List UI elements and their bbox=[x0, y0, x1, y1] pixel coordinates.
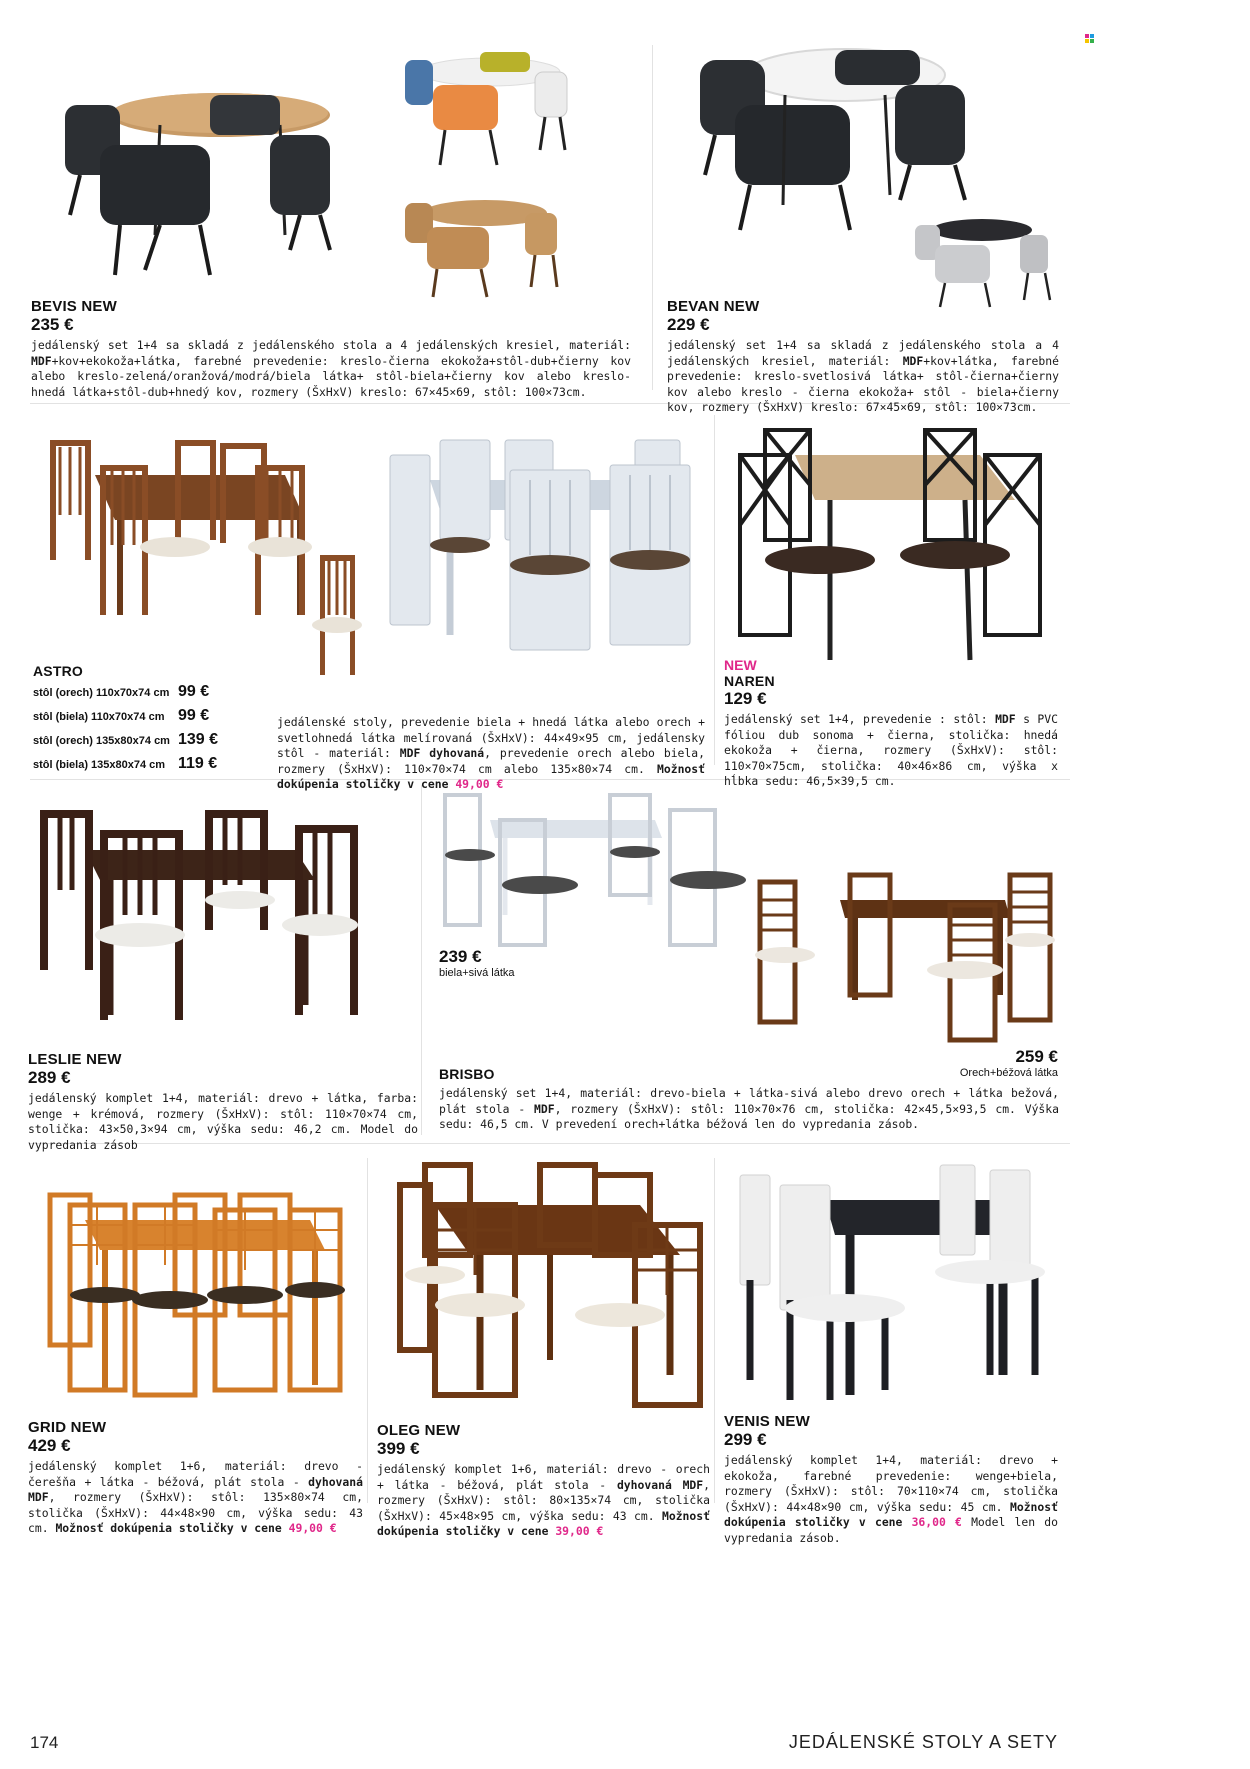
bevan-black-set-image bbox=[695, 45, 975, 235]
bevan-grey-set-image bbox=[910, 215, 1055, 310]
divider bbox=[652, 45, 653, 390]
product-price: 289 € bbox=[28, 1068, 71, 1087]
astro-variant-row: stôl (orech) 135x80x74 cm 139 € bbox=[33, 731, 219, 748]
venis-block bbox=[724, 1413, 1058, 1546]
product-description: jedálenský set 1+4 sa skladá z jedálenského stola a 4 jedálenských kresiel, materiál: MDF+kov+ekokoža+látka, farebné prevedenie: kreslo-čierna ekokoža+stôl-dub+čierny kov alebo kreslo-zelená/oranžová/modrá/biela látka+ stôl-biela+čierny kov alebo kreslo-hnedá látka+stôl-dub+hnedý kov, rozmery (ŠxHxV) kreslo: 67×45×69, stôl: 100×73cm. bbox=[31, 338, 631, 399]
brisbo-white-price-block bbox=[439, 947, 515, 979]
grid-set-image bbox=[45, 1190, 345, 1410]
leslie-block bbox=[28, 1051, 418, 1153]
product-price: 259 € bbox=[1015, 1047, 1058, 1066]
bevis-color-set-image bbox=[405, 50, 575, 170]
divider bbox=[421, 785, 422, 1135]
brand-logo-icon bbox=[1085, 34, 1095, 44]
product-price: 399 € bbox=[377, 1439, 420, 1458]
divider bbox=[714, 1158, 715, 1503]
product-description: jedálenský komplet 1+4, materiál: drevo + látka, farba: wenge + krémová, rozmery (ŠxHxV): stôl: 110×70×74 cm, stolička: 43×50,3×94 cm, výška sedu: 46,2 cm. Model do vypredania zásob bbox=[28, 1091, 418, 1152]
section-title: JEDÁLENSKÉ STOLY A SETY bbox=[788, 1732, 1058, 1752]
divider bbox=[714, 415, 715, 765]
product-description: jedálenský set 1+4, materiál: drevo-biela + látka-sivá alebo drevo orech + látka bežová, plát stola - MDF, rozmery (ŠxHxV): stôl: 110×70×76 cm, stolička: 42×45,5×93,5 cm. Výška sedu: 46,5 cm. V prevedení orech+látka béžová len do vypredania zásob. bbox=[439, 1086, 1059, 1131]
bevis-block bbox=[31, 298, 631, 400]
oleg-block bbox=[377, 1422, 710, 1540]
astro-description: jedálenské stoly, prevedenie biela + hnedá látka alebo orech + svetlohnedá látka melírovaná (ŠxHxV): 44×49×95 cm, jedálensky stôl - materiál: MDF dyhovaná, prevedenie orech alebo biela, rozmery (ŠxHxV): 110×70×74 cm alebo 135×80×74 cm. Možnosť dokúpenia stoličky v cene 49,00 € bbox=[277, 715, 706, 791]
brisbo-walnut-set-image bbox=[755, 870, 1055, 1045]
leslie-set-image bbox=[40, 805, 365, 1030]
astro-walnut-set-image bbox=[45, 435, 365, 685]
product-name: NAREN bbox=[724, 673, 775, 689]
product-price: 239 € bbox=[439, 947, 482, 966]
product-description: jedálenský komplet 1+4, materiál: drevo + ekokoža, farebné prevedenie: wenge+biela, rozmery (ŠxHxV): stôl: 70×110×74 cm, stolička (ŠxHxV): 44×48×90 cm, výška sedu: 45 cm. Možnosť dokúpenia stoličky v cene 36,00 € Model len do vypredania zásob. bbox=[724, 1453, 1058, 1545]
product-price: 299 € bbox=[724, 1430, 767, 1449]
product-name: LESLIE NEW bbox=[28, 1051, 122, 1068]
product-name: VENIS NEW bbox=[724, 1413, 810, 1430]
product-name: OLEG NEW bbox=[377, 1422, 461, 1439]
product-name: ASTRO bbox=[33, 663, 83, 679]
naren-block bbox=[724, 657, 1058, 790]
variant-label: biela+sivá látka bbox=[439, 967, 515, 979]
brisbo-block bbox=[439, 1066, 1059, 1133]
product-price: 235 € bbox=[31, 315, 74, 334]
product-description: jedálenský set 1+4, prevedenie : stôl: MDF s PVC fóliou dub sonoma + čierna, stolička: hnedá ekokoža + čierna, rozmery (ŠxHxV): stôl: 110×70×75cm, stolička: 40×46×86 cm, výška x hĺbka sedu: 46,5×39,5 cm. bbox=[724, 712, 1058, 788]
variant-label: Orech+béžová látka bbox=[959, 1067, 1058, 1079]
new-badge: NEW bbox=[724, 657, 757, 673]
divider bbox=[367, 1158, 368, 1503]
bevan-block bbox=[667, 298, 1059, 416]
product-price: 429 € bbox=[28, 1436, 71, 1455]
product-description: jedálenský komplet 1+6, materiál: drevo - čerešňa + látka - béžová, plát stola - dyhovaná MDF, rozmery (ŠxHxV): stôl: 135×80×74 cm, stolička (ŠxHxV): 44×48×90 cm, výška sedu: 43 cm. Možnosť dokúpenia stoličky v cene 49,00 € bbox=[28, 1459, 363, 1535]
astro-variant-row: stôl (orech) 110x70x74 cm 99 € bbox=[33, 683, 210, 700]
product-price: 129 € bbox=[724, 689, 767, 708]
page-number: 174 bbox=[30, 1733, 59, 1752]
product-description: jedálenský set 1+4 sa skladá z jedálenského stola a 4 jedálenských kresiel, materiál: MDF+kov+látka, farebné prevedenie: kreslo-svetlosivá látka+ stôl-čierna+čierny kov alebo kreslo - čierna ekokoža+ stôl - biela+čierny kov, rozmery (ŠxHxV) kreslo: 67×45×69, stôl: 100×73cm. bbox=[667, 338, 1059, 414]
product-name: BEVAN NEW bbox=[667, 298, 760, 315]
astro-variant-row: stôl (biela) 110x70x74 cm 99 € bbox=[33, 707, 210, 724]
grid-block bbox=[28, 1419, 363, 1537]
astro-variant-row: stôl (biela) 135x80x74 cm 119 € bbox=[33, 755, 218, 772]
product-description: jedálenský komplet 1+6, materiál: drevo - orech + látka - béžová, plát stola - dyhovaná MDF, rozmery (ŠxHxV): stôl: 80×135×74 cm, stolička (ŠxHxV): 45×48×95 cm, výška sedu: 43 cm. Možnosť dokúpenia stoličky v cene 39,00 € bbox=[377, 1462, 710, 1538]
venis-set-image bbox=[735, 1160, 1055, 1405]
astro-block bbox=[33, 663, 273, 779]
bevis-black-set-image bbox=[60, 85, 360, 280]
brisbo-white-set-image bbox=[440, 790, 750, 950]
oleg-set-image bbox=[395, 1160, 705, 1410]
bevis-brown-set-image bbox=[405, 195, 565, 300]
product-price: 229 € bbox=[667, 315, 710, 334]
product-name: BEVIS NEW bbox=[31, 298, 117, 315]
product-name: BRISBO bbox=[439, 1066, 495, 1082]
astro-white-set-image bbox=[390, 435, 700, 660]
product-name: GRID NEW bbox=[28, 1419, 107, 1436]
naren-set-image bbox=[740, 425, 1045, 665]
